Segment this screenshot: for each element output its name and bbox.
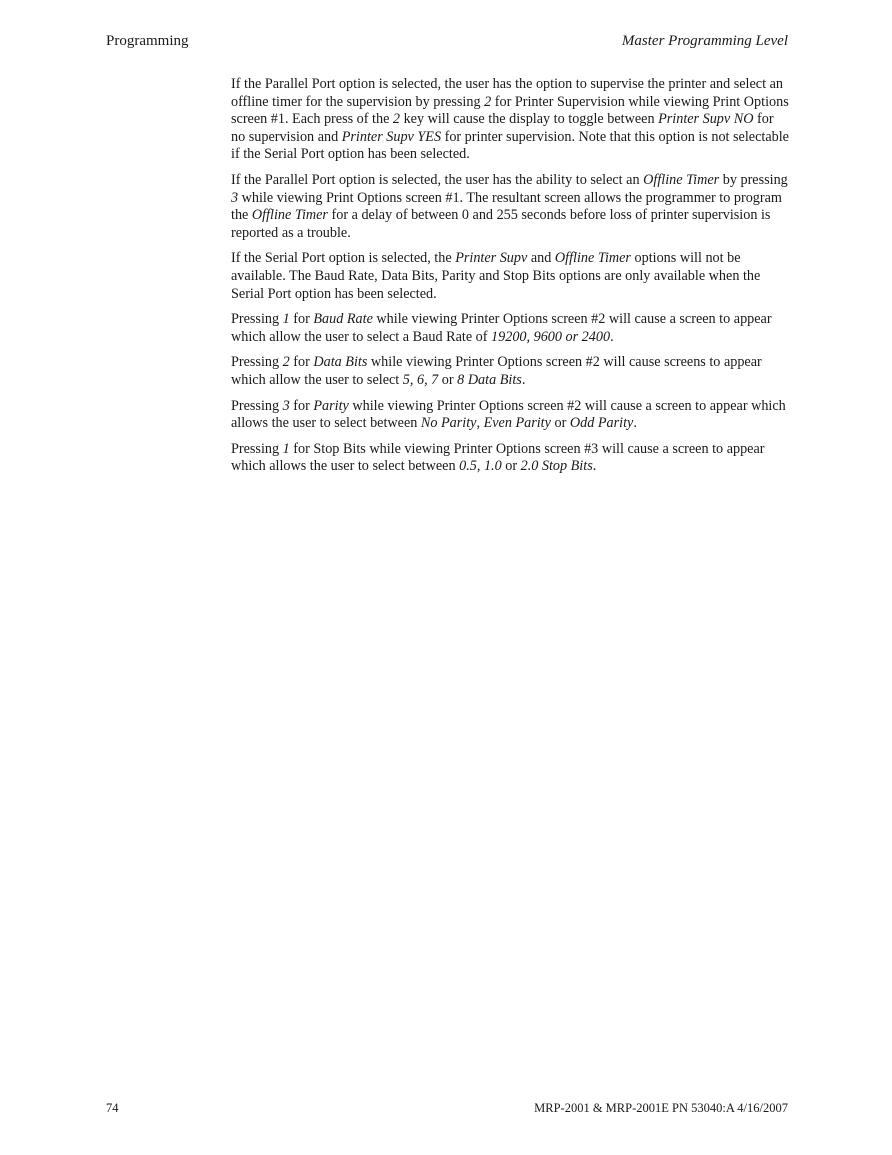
- text-run: If the Parallel Port option is selected, the user has the option to supervise the printer and select an offline timer for the supervision by pressing: [231, 76, 783, 110]
- page-number: 74: [106, 1101, 119, 1115]
- page-header-chapter: Master Programming Level: [621, 33, 788, 49]
- text-run: while viewing Printer Options screen #2 will cause a screen to appear which allow the user to select a Baud Rate of: [231, 311, 772, 345]
- text-run: for Printer Supervision while viewing Print Options screen #1. Each press of the: [231, 93, 789, 128]
- paragraph-data-bits: [231, 354, 791, 389]
- text-run: while viewing Printer Options screen #2 will cause a screen to appear which allows the user to select between: [231, 397, 786, 432]
- italic-term: Printer Supv YES: [341, 128, 442, 145]
- text-run: options will not be available. The Baud Rate, Data Bits, Parity and Stop Bits options are only available when the Serial Port option has been selected.: [231, 250, 761, 302]
- text-run: and: [527, 250, 555, 267]
- italic-term: 8 Data Bits: [457, 371, 522, 388]
- text-run: If the Serial Port option is selected, the: [231, 250, 456, 267]
- italic-term: Printer Supv NO: [658, 111, 754, 128]
- text-run: for no supervision and: [231, 111, 774, 145]
- text-run: Pressing: [231, 440, 283, 457]
- paragraph-parity: [231, 398, 791, 433]
- document-id: MRP-2001 & MRP-2001E PN 53040:A 4/16/2007: [534, 1101, 788, 1115]
- text-run: while viewing Print Options screen #1. The resultant screen allows the programmer to program the: [231, 189, 782, 224]
- text-run: while viewing Printer Options screen #2 will cause screens to appear which allow the user to select: [231, 354, 762, 388]
- italic-term: Odd Parity: [569, 415, 634, 432]
- italic-term: Printer Supv: [455, 250, 528, 267]
- italic-term: 1.0: [483, 458, 502, 475]
- text-run: .: [610, 328, 614, 345]
- text-run: Pressing: [231, 354, 283, 371]
- paragraph-baud-rate: [231, 311, 791, 346]
- text-run: If the Parallel Port option is selected, the user has the ability to select an: [231, 171, 644, 188]
- italic-term: Baud Rate: [313, 311, 373, 328]
- text-run: .: [521, 371, 526, 388]
- text-run: for: [289, 354, 314, 371]
- text-run: key will cause the display to toggle between: [400, 111, 659, 128]
- text-run: for printer supervision. Note that this option is not selectable if the Serial Port option has been selected.: [231, 128, 789, 163]
- italic-term: 1: [282, 440, 290, 457]
- text-run: or: [501, 458, 521, 475]
- italic-term: 3: [231, 189, 239, 206]
- paragraph-stop-bits: [231, 441, 791, 476]
- text-run: .: [592, 458, 597, 475]
- text-run: for: [289, 397, 314, 414]
- italic-term: 2.0 Stop Bits: [520, 458, 593, 475]
- italic-term: No Parity: [420, 415, 477, 432]
- italic-term: 2: [282, 354, 290, 371]
- paragraph-offline-timer: [231, 172, 791, 242]
- text-run: ,: [476, 458, 484, 475]
- text-run: .: [633, 415, 637, 432]
- text-run: or: [550, 415, 570, 432]
- italic-term: Parity: [313, 397, 349, 414]
- italic-term: Offline Timer: [643, 171, 720, 188]
- text-run: for Stop Bits while viewing Printer Options screen #3 will cause a screen to appear which allows the user to select between: [231, 440, 765, 475]
- italic-term: 0.5: [459, 458, 477, 475]
- italic-term: Offline Timer: [554, 250, 631, 267]
- italic-term: 19200, 9600 or 2400: [491, 328, 611, 345]
- text-run: by pressing: [719, 171, 788, 188]
- italic-term: 2: [392, 111, 401, 128]
- paragraph-parallel-port-supervision: [231, 76, 791, 164]
- italic-term: Even Parity: [483, 415, 551, 432]
- page-header-section: Programming: [106, 33, 189, 49]
- text-run: or: [438, 371, 458, 388]
- italic-term: 1: [282, 311, 290, 328]
- paragraph-serial-port-options: [231, 250, 791, 303]
- text-run: for: [289, 311, 314, 328]
- text-run: ,: [476, 415, 484, 432]
- italic-term: Offline Timer: [251, 207, 328, 224]
- italic-term: 2: [484, 93, 492, 110]
- italic-term: 3: [282, 397, 290, 414]
- text-run: for a delay of between 0 and 255 seconds before loss of printer supervision is reported as a trouble.: [231, 207, 771, 241]
- text-run: Pressing: [231, 311, 283, 328]
- italic-term: 5, 6, 7: [402, 371, 439, 388]
- text-run: Pressing: [231, 397, 283, 414]
- body-text: [231, 76, 791, 484]
- italic-term: Data Bits: [313, 354, 368, 371]
